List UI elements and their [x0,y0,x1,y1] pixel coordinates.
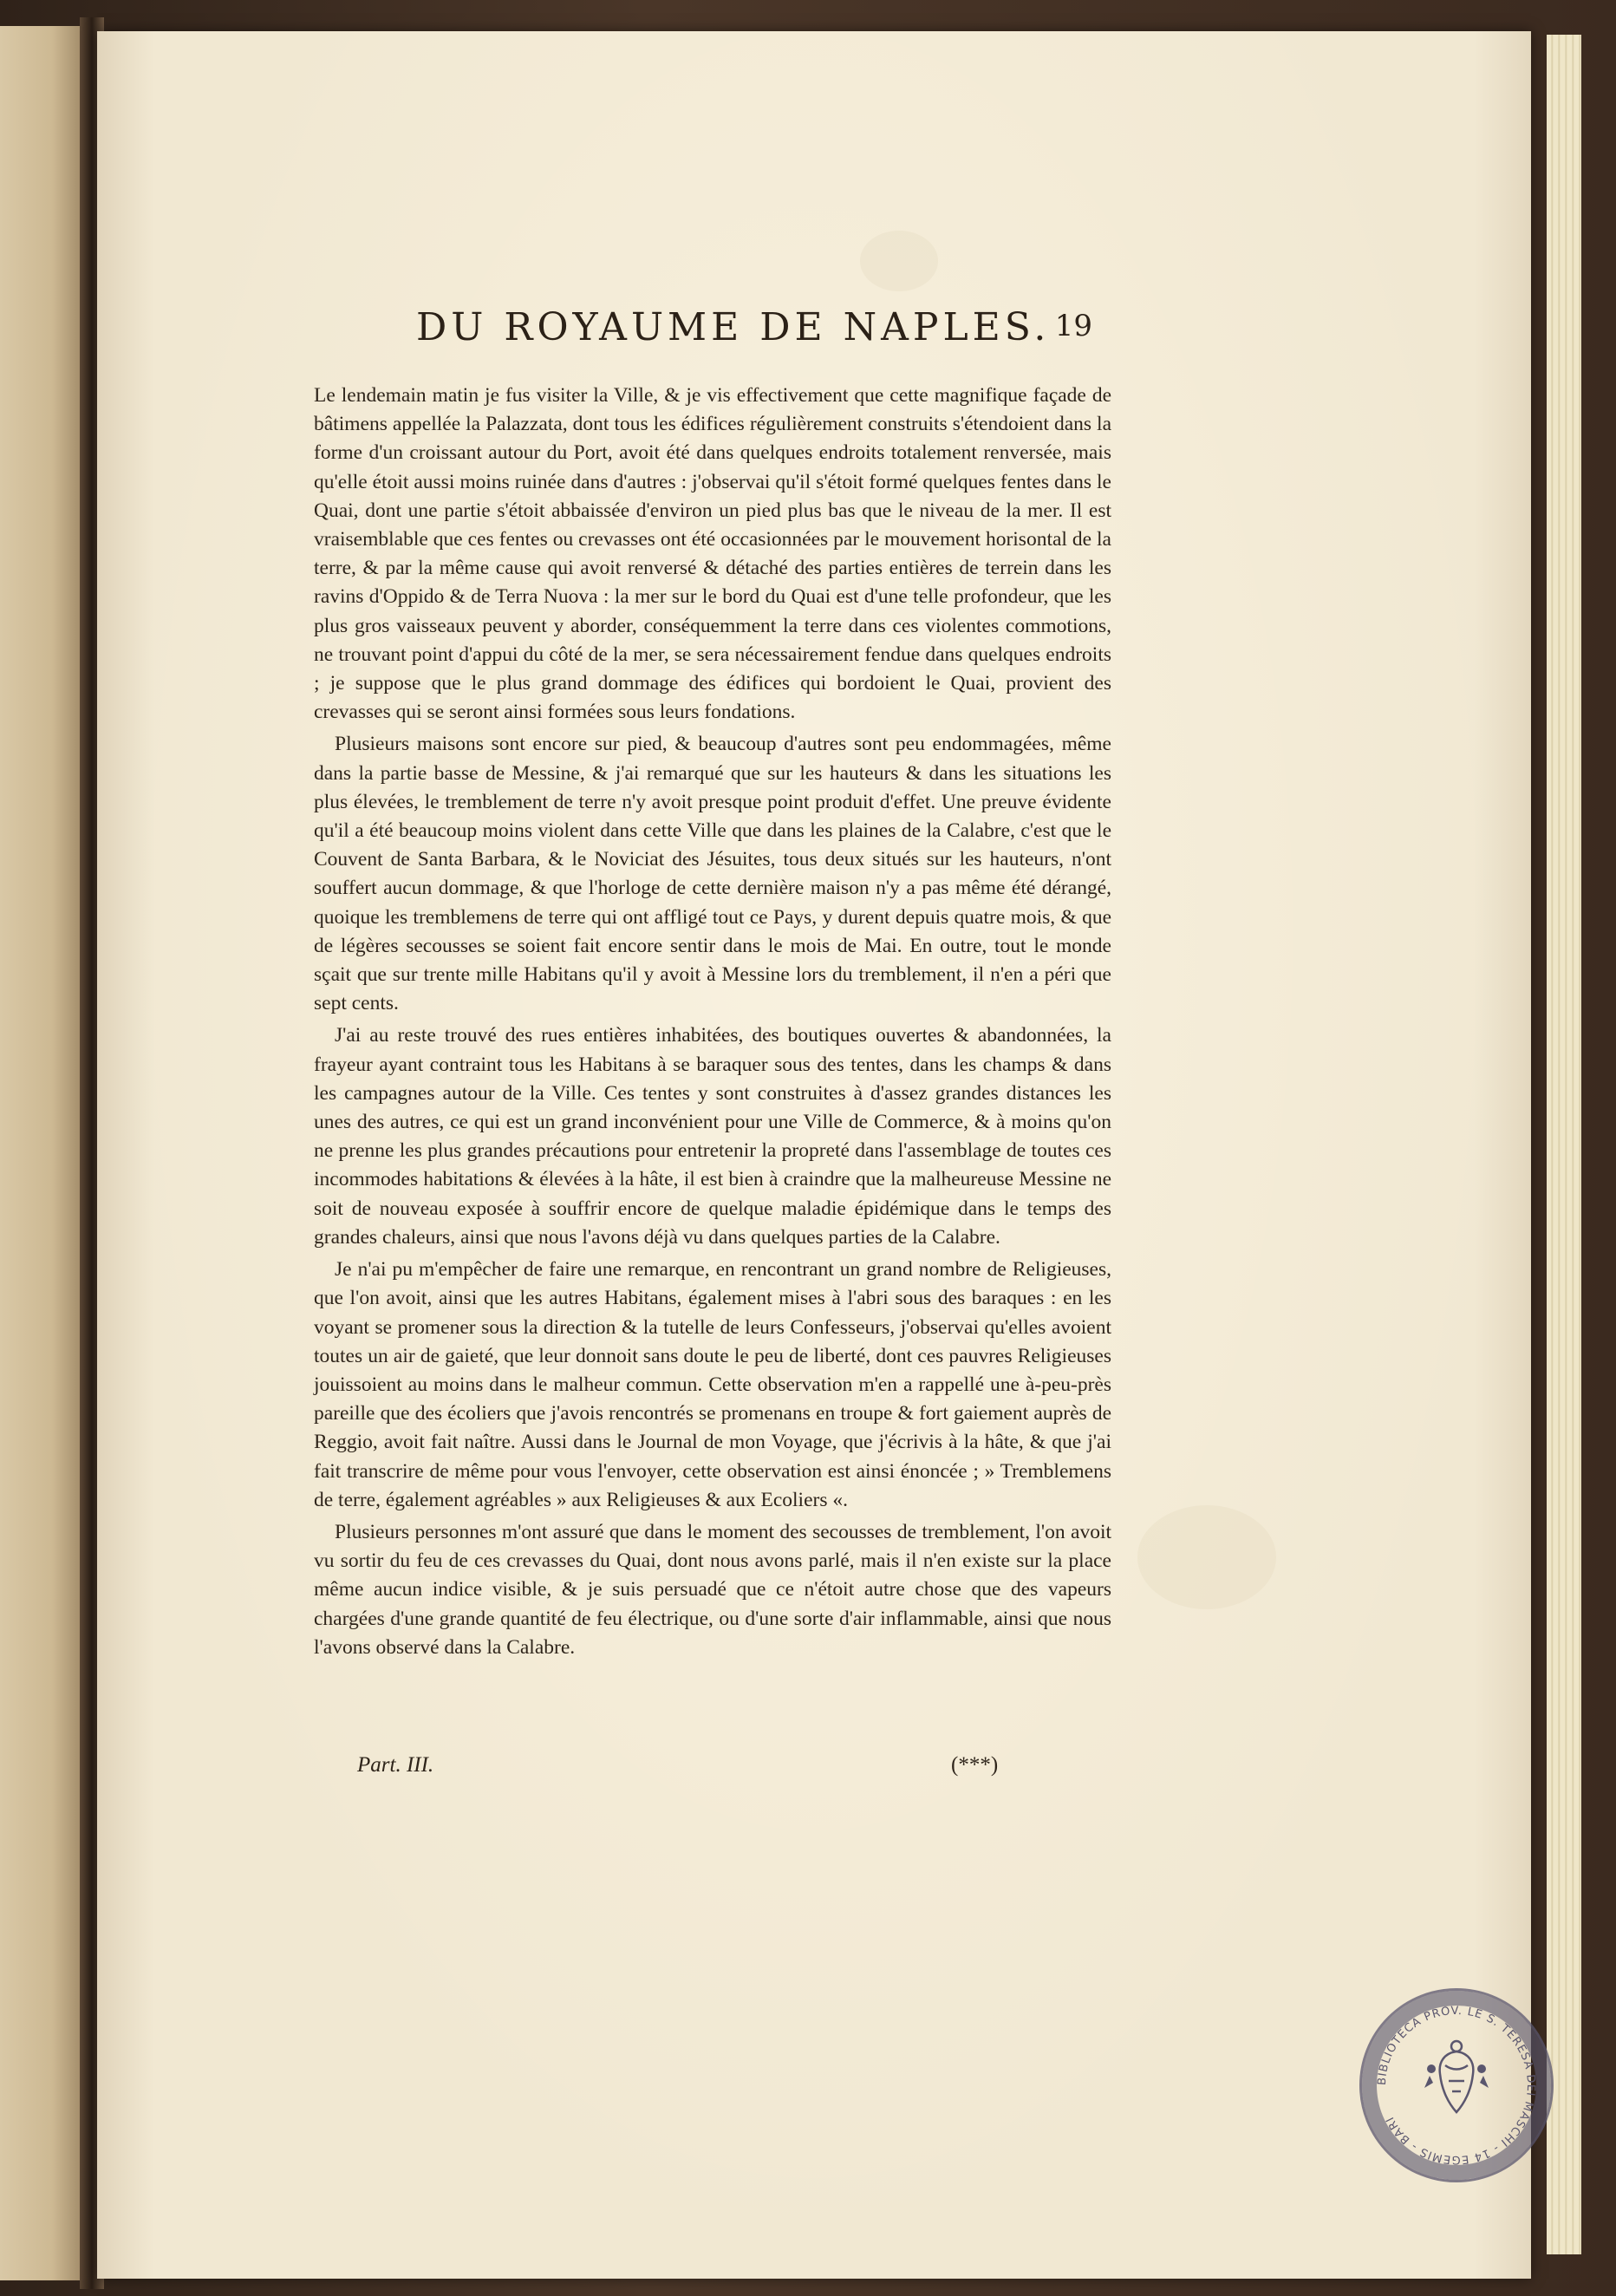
paragraph: Je n'ai pu m'empêcher de faire une remarque, en rencontrant un grand nombre de Religieuses, que l'on avoit, ainsi que les autres Habitans, également mises à l'abri sous des baraques : en les voyant se promener sous la direction & la tutelle de leurs Confesseurs, j'observai qu'elles avoient toutes un air de gaieté, que leur donnoit sans doute le peu de liberté, dont ces pauvres Religieuses jouissoient au moins dans le malheur commun. Cette observation m'en a rappellé une à-peu-près pareille que des écoliers que j'avois rencontrés se promenans en troupe & fort gaiement auprès de Reggio, avoit fait naître. Aussi dans le Journal de mon Voyage, que j'écrivis à la hâte, & que j'ai fait transcrire de même pour vous l'envoyer, cette observation est ainsi énoncée ; » Tremblemens de terre, également agréables » aux Religieuses & aux Ecoliers «. [314,1258,1111,1511]
library-stamp [1359,1988,1554,2182]
left-facing-page-edge [0,26,87,2280]
page-footer [314,1753,1111,1788]
svg-text:BIBLIOTECA PROV. LE S. TERESA [1376,2005,1537,2166]
page-edges [1547,35,1581,2254]
paper-stain [1137,1505,1276,1609]
stamp-text: BIBLIOTECA PROV. LE S. TERESA DEI MASCHI - 14 EGEMIS - BARI [1375,2004,1538,2167]
paragraph: Plusieurs personnes m'ont assuré que dans le moment des secousses de tremblement, l'on avoit vu sortir du feu de ces crevasses du Quai, dont nous avons parlé, mais il n'en existe sur la place même aucun indice visible, & je suis persuadé que ce n'étoit autre chose que des vapeurs chargées d'une grande quantité de feu électrique, ou d'une sorte d'air inflammable, ainsi que nous l'avons observé dans la Calabre. [314,1520,1111,1659]
paragraph: Plusieurs maisons sont encore sur pied, & beaucoup d'autres sont peu endommagées, même dans la partie basse de Messine, & j'ai remarqué que sur les hauteurs & dans les situations les plus élevées, le tremblement de terre n'y avoit presque point produit d'effet. Une preuve évidente qu'il a été beaucoup moins violent dans cette Ville que dans les plaines de la Calabre, c'est que le Couvent de Santa Barbara, & le Noviciat des Jésuites, tous deux situés sur les hauteurs, n'ont souffert aucun dommage, & que l'horloge de cette dernière maison n'y a pas même été dérangé, quoique les tremblemens de terre qui ont affligé tout ce Pays, y durent depuis quatre mois, & que de légères secousses se soient fait encore sentir dans le mois de Mai. En outre, tout le monde sçait que sur trente mille Habitans qu'il y avoit à Messine lors du tremblement, il n'en a péri que sept cents. [314,733,1111,1015]
part-label: Part. III. [357,1753,434,1777]
signature-mark: (***) [951,1753,999,1777]
running-title: DU ROYAUME DE NAPLES. [416,305,1051,349]
page-number: 19 [1054,309,1092,343]
paragraph: Le lendemain matin je fus visiter la Ville, & je vis effectivement que cette magnifique façade de bâtimens appellée la Palazzata, dont tous les édifices régulièrement construits s'étendoient dans la forme d'un croissant autour du Port, avoit été dans quelques endroits totalement renversée, mais qu'elle étoit aussi moins ruinée dans d'autres : j'observai qu'il s'étoit formé quelques fentes dans le Quai, dont une partie s'étoit abbaissée d'environ un pied plus bas que le niveau de la mer. Il est vraisemblable que ces fentes ou crevasses ont été occasionnées par le mouvement horisontal de la terre, & par la même cause qui avoit renversé & détaché des parties entières de terrein dans les ravins d'Oppido & de Terra Nuova : la mer sur le bord du Quai est d'une telle profondeur, que les plus gros vaisseaux peuvent y aborder, conséquemment la terre dans ces violentes commotions, ne trouvant point d'appui du côté de la mer, se sera nécessairement fendue dans quelques endroits ; je suppose que le plus grand dommage des édifices qui bordoient le Quai, provient des crevasses qui se seront ainsi formées sous leurs fondations. [314,384,1111,724]
paper-stain [860,231,938,291]
paragraph: J'ai au reste trouvé des rues entières inhabitées, des boutiques ouvertes & abandonnées, la frayeur ayant contraint tous les Habitans à se baraquer sous des tentes, dans les champs & dans les campagnes autour de la Ville. Ces tentes y sont construites à d'assez grandes distances les unes des autres, ce qui est un grand inconvénient pour une Ville de Commerce, & à moins qu'on ne prenne les plus grandes précautions pour entretenir la propreté dans l'assemblage de toutes ces incommodes habitations & élevées à la hâte, il est bien à craindre que la malheureuse Messine ne soit de nouveau exposée à souffrir encore de quelque maladie épidémique dans le temps des grandes chaleurs, ainsi que nous l'avons déjà vu dans quelques parties de la Calabre. [314,1024,1111,1249]
library-stamp-graphic [1362,1991,1551,2180]
page-header [316,305,1127,375]
body-text [314,382,1111,1666]
